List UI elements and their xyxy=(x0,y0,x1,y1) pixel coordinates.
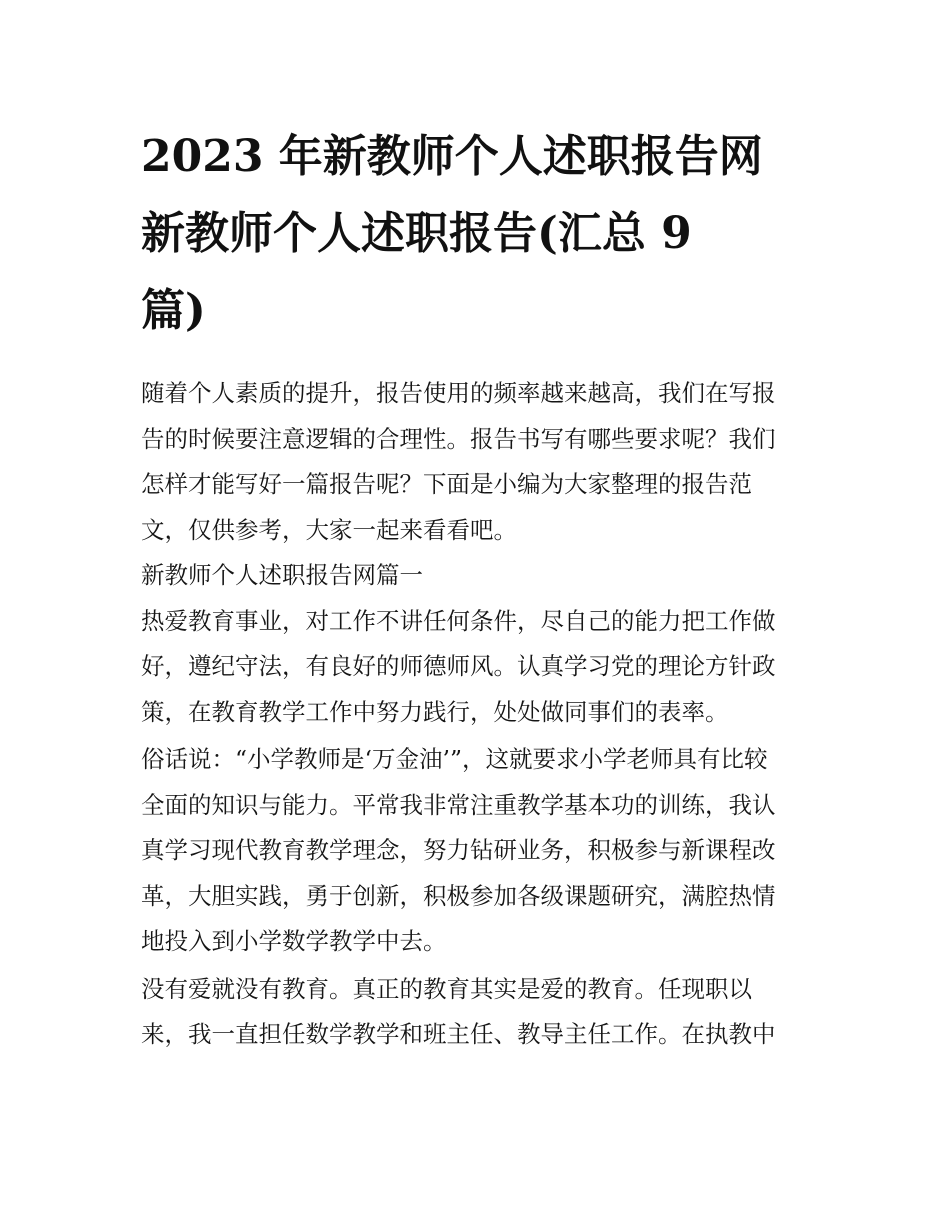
title-line: 2023 年新教师个人述职报告网 xyxy=(141,131,763,182)
document-content xyxy=(141,118,813,1058)
body-paragraph xyxy=(141,737,813,965)
text-line: 怎样才能写好一篇报告呢？下面是小编为大家整理的报告范 xyxy=(141,470,752,498)
section-heading xyxy=(141,553,813,599)
text-line: 随着个人素质的提升，报告使用的频率越来越高，我们在写报 xyxy=(141,379,776,407)
text-line: 真学习现代教育教学理念，努力钻研业务，积极参与新课程改 xyxy=(141,836,776,864)
text-line: 策，在教育教学工作中努力践行，处处做同事们的表率。 xyxy=(141,697,729,726)
document-title xyxy=(141,118,813,349)
text-line: 告的时候要注意逻辑的合理性。报告书写有哪些要求呢？我们 xyxy=(141,424,776,453)
text-line: 文，仅供参考，大家一起来看看吧。 xyxy=(141,515,517,544)
body-paragraph xyxy=(141,599,813,736)
text-line: 没有爱就没有教育。真正的教育其实是爱的教育。任现职以 xyxy=(141,974,752,1003)
text-line: 来，我一直担任数学教学和班主任、教导主任工作。在执教中 xyxy=(141,1020,776,1048)
document-body xyxy=(141,371,813,1058)
title-line: 新教师个人述职报告(汇总 9 xyxy=(141,208,692,259)
text-line: 地投入到小学数学教学中去。 xyxy=(141,927,447,955)
intro-paragraph xyxy=(141,371,813,553)
text-line: 俗话说：“小学教师是‘万金油’”，这就要求小学老师具有比较 xyxy=(141,745,768,773)
text-line: 好，遵纪守法，有良好的师德师风。认真学习党的理论方针政 xyxy=(141,652,776,680)
text-line: 革，大胆实践，勇于创新，积极参加各级课题研究，满腔热情 xyxy=(141,881,776,910)
title-line: 篇) xyxy=(141,285,206,336)
text-line: 全面的知识与能力。平常我非常注重教学基本功的训练，我认 xyxy=(141,790,776,819)
text-line: 新教师个人述职报告网篇一 xyxy=(141,561,423,589)
body-paragraph xyxy=(141,967,813,1058)
text-line: 热爱教育事业，对工作不讲任何条件，尽自己的能力把工作做 xyxy=(141,606,776,635)
